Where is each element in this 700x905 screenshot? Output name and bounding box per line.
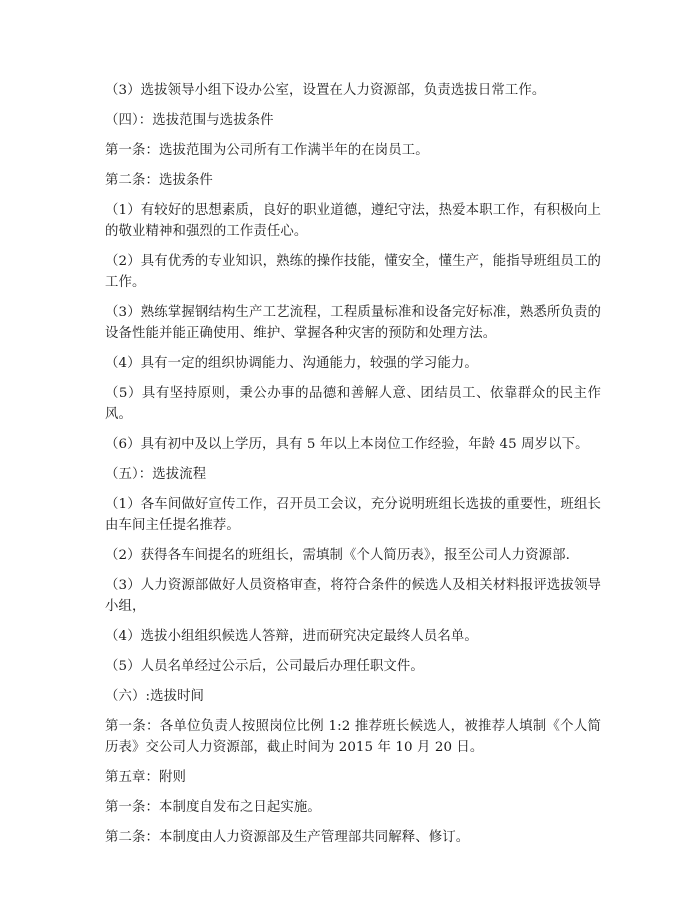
condition-6: （6）具有初中及以上学历，具有 5 年以上本岗位工作经验，年龄 45 周岁以下。 — [105, 437, 589, 452]
paragraph-office: （3）选拔领导小组下设办公室，设置在人力资源部，负责选拔日常工作。 — [105, 83, 546, 98]
process-step-1: （1）各车间做好宣传工作，召开员工会议，充分说明班组长选拔的重要性，班组长由车间主任提名推荐。 — [105, 497, 601, 533]
condition-3: （3）熟练掌握钢结构生产工艺流程，工程质量标准和设备完好标准，熟悉所负责的设备性能并能正确使用、维护、掌握各种灾害的预防和处理方法。 — [105, 305, 601, 341]
process-step-3: （3）人力资源部做好人员资格审查，将符合条件的候选人及相关材料报评选拔领导小组， — [105, 578, 601, 614]
article-two-conditions: 第二条：选拔条件 — [105, 173, 213, 188]
process-step-5: （5）人员名单经过公示后，公司最后办理任职文件。 — [105, 659, 424, 674]
condition-2: （2）具有优秀的专业知识，熟练的操作技能，懂安全，懂生产，能指导班组员工的工作。 — [105, 254, 601, 290]
section-heading-process: （五）：选拔流程 — [105, 467, 207, 482]
condition-5: （5）具有坚持原则，秉公办事的品德和善解人意、团结员工、依靠群众的民主作风。 — [105, 386, 601, 422]
process-step-4: （4）选拔小组组织候选人答辩，进而研究决定最终人员名单。 — [105, 629, 478, 644]
article-one-time: 第一条：各单位负责人按照岗位比例 1:2 推荐班长候选人，被推荐人填制《个人简历表》交公司人力资源部，截止时间为 2015 年 10 月 20 日。 — [105, 719, 601, 755]
section-heading-scope: （四）：选拔范围与选拔条件 — [105, 113, 274, 128]
article-one-scope: 第一条：选拔范围为公司所有工作满半年的在岗员工。 — [105, 143, 429, 158]
process-step-2: （2）获得各车间提名的班组长，需填制《个人简历表》，报至公司人力资源部. — [105, 548, 570, 563]
condition-1: （1）有较好的思想素质，良好的职业道德，遵纪守法，热爱本职工作，有积极向上的敬业精神和强烈的工作责任心。 — [105, 203, 601, 239]
document-body — [105, 80, 601, 857]
condition-4: （4）具有一定的组织协调能力、沟通能力，较强的学习能力。 — [105, 356, 478, 371]
article-two-interpretation: 第二条：本制度由人力资源部及生产管理部共同解释、修订。 — [105, 830, 470, 845]
chapter-five-heading: 第五章：附则 — [105, 770, 186, 785]
article-one-effective: 第一条：本制度自发布之日起实施。 — [105, 800, 321, 815]
section-heading-time: （六）:选拔时间 — [105, 689, 205, 704]
